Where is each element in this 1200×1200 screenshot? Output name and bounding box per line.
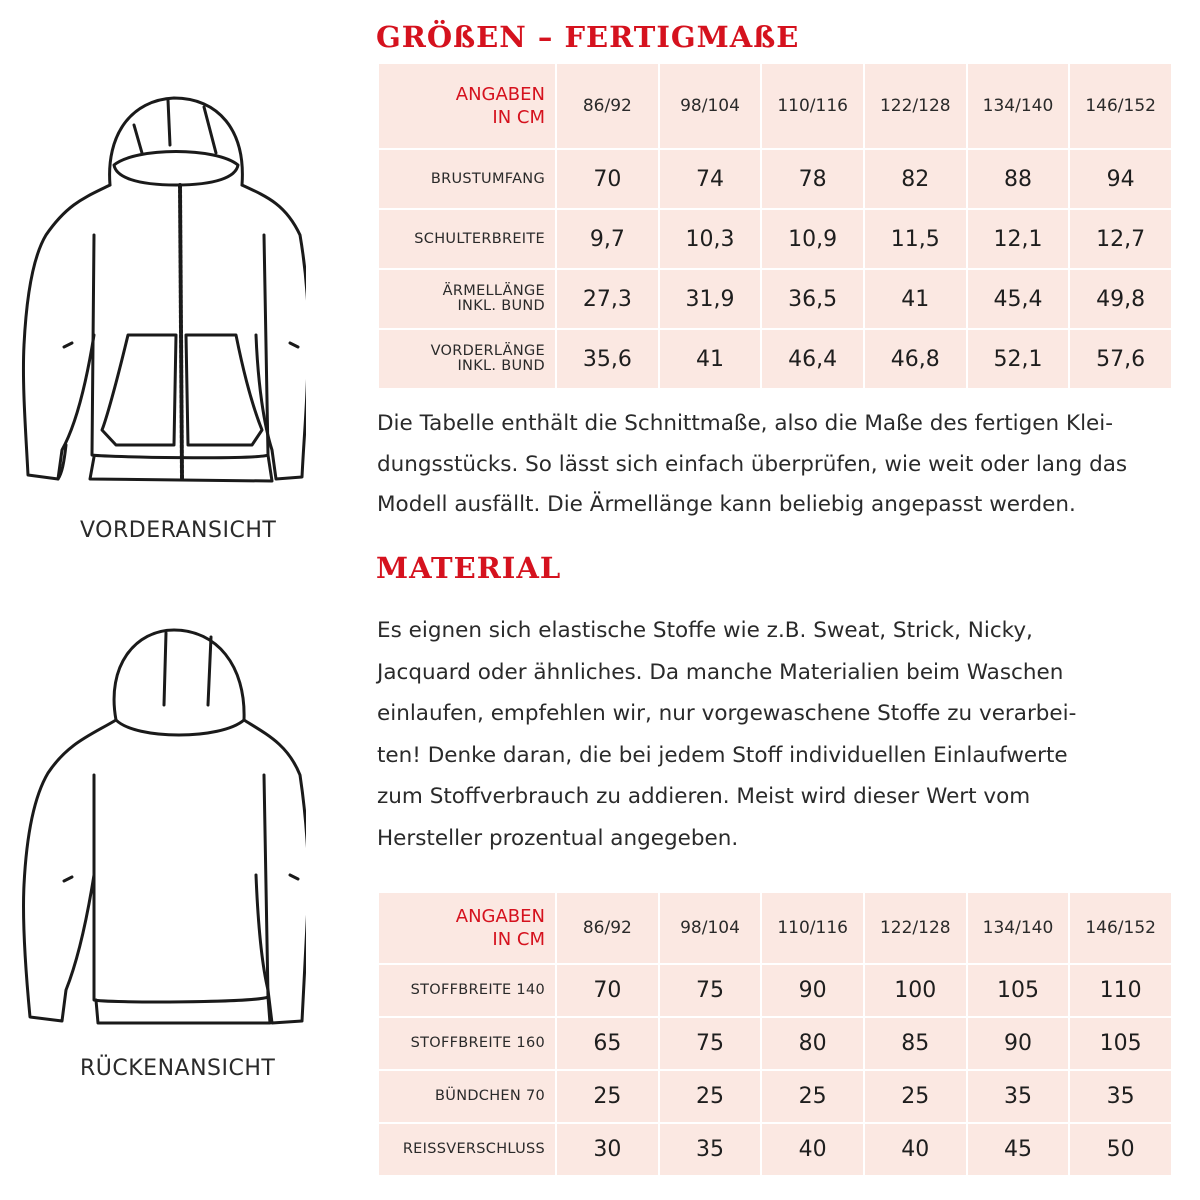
size-column-header: 98/104 xyxy=(659,63,762,149)
row-label: STOFFBREITE 140 xyxy=(378,964,556,1017)
size-column-header: 122/128 xyxy=(864,63,967,149)
table-cell: 110 xyxy=(1069,964,1172,1017)
table-row xyxy=(378,964,1172,1017)
table-cell: 90 xyxy=(761,964,864,1017)
sizes-heading: GRÖßEN – FERTIGMAßE xyxy=(376,20,800,54)
front-view-caption: VORDERANSICHT xyxy=(80,518,277,543)
table-row xyxy=(378,1123,1172,1176)
table-cell: 40 xyxy=(761,1123,864,1176)
table-row xyxy=(378,1017,1172,1070)
table-cell: 31,9 xyxy=(659,269,762,329)
table-cell: 45,4 xyxy=(967,269,1070,329)
table-cell: 80 xyxy=(761,1017,864,1070)
size-column-header: 134/140 xyxy=(967,892,1070,964)
table-cell: 10,9 xyxy=(761,209,864,269)
table-cell: 35,6 xyxy=(556,329,659,389)
table-cell: 9,7 xyxy=(556,209,659,269)
table-cell: 75 xyxy=(659,1017,762,1070)
sizes-table xyxy=(377,62,1173,390)
table-cell: 85 xyxy=(864,1017,967,1070)
size-column-header: 86/92 xyxy=(556,63,659,149)
table-cell: 70 xyxy=(556,149,659,209)
material-description: Es eignen sich elastische Stoffe wie z.B. Sweat, Strick, Nicky, Jacquard oder ähnliches. Da manche Materialien beim Waschen einlaufen, empfehlen wir, nur vorgewaschene Stoffe zu verarbei- ten! Denke daran, die bei jedem Stoff individuellen Einlaufwerte zum Stoffverbrauch zu addieren. Meist wird dieser Wert vom Hersteller prozentual angegeben. xyxy=(377,618,1077,851)
table-cell: 94 xyxy=(1069,149,1172,209)
size-column-header: 146/152 xyxy=(1069,63,1172,149)
table-cell: 25 xyxy=(556,1070,659,1123)
table-cell: 105 xyxy=(967,964,1070,1017)
table-cell: 36,5 xyxy=(761,269,864,329)
table-cell: 27,3 xyxy=(556,269,659,329)
table-row xyxy=(378,269,1172,329)
row-label: BÜNDCHEN 70 xyxy=(378,1070,556,1123)
size-column-header: 146/152 xyxy=(1069,892,1172,964)
row-label: REISSVERSCHLUSS xyxy=(378,1123,556,1176)
table-cell: 65 xyxy=(556,1017,659,1070)
material-heading: MATERIAL xyxy=(376,551,562,585)
table-cell: 82 xyxy=(864,149,967,209)
row-label: SCHULTERBREITE xyxy=(378,209,556,269)
row-label: BRUSTUMFANG xyxy=(378,149,556,209)
table-cell: 46,4 xyxy=(761,329,864,389)
table-cell: 30 xyxy=(556,1123,659,1176)
sizes-description: Die Tabelle enthält die Schnittmaße, also die Maße des fertigen Klei- dungsstücks. So lässt sich einfach überprüfen, wie weit oder lang das Modell ausfällt. Die Ärmellänge kann beliebig angepasst werden. xyxy=(377,411,1128,517)
table-row xyxy=(378,329,1172,389)
table-cell: 12,1 xyxy=(967,209,1070,269)
table-cell: 75 xyxy=(659,964,762,1017)
table-cell: 50 xyxy=(1069,1123,1172,1176)
back-view-caption: RÜCKENANSICHT xyxy=(80,1056,276,1081)
table-cell: 74 xyxy=(659,149,762,209)
size-column-header: 134/140 xyxy=(967,63,1070,149)
table-cell: 45 xyxy=(967,1123,1070,1176)
table-cell: 12,7 xyxy=(1069,209,1172,269)
table-cell: 46,8 xyxy=(864,329,967,389)
hoodie-back-sketch xyxy=(6,625,306,1040)
table-header-label: ANGABEN IN CM xyxy=(378,892,556,964)
table-cell: 105 xyxy=(1069,1017,1172,1070)
row-label: ÄRMELLÄNGE INKL. BUND xyxy=(378,269,556,329)
size-column-header: 110/116 xyxy=(761,63,864,149)
table-cell: 25 xyxy=(864,1070,967,1123)
size-column-header: 86/92 xyxy=(556,892,659,964)
fabric-requirements-table xyxy=(377,891,1173,1177)
table-cell: 70 xyxy=(556,964,659,1017)
size-column-header: 122/128 xyxy=(864,892,967,964)
table-header-label: ANGABEN IN CM xyxy=(378,63,556,149)
table-row xyxy=(378,149,1172,209)
sizes-table-header-row xyxy=(378,63,1172,149)
table-row xyxy=(378,209,1172,269)
size-column-header: 110/116 xyxy=(761,892,864,964)
fabric-table-header-row xyxy=(378,892,1172,964)
table-cell: 35 xyxy=(1069,1070,1172,1123)
table-cell: 41 xyxy=(659,329,762,389)
table-cell: 40 xyxy=(864,1123,967,1176)
hoodie-front-sketch xyxy=(6,85,306,495)
row-label: STOFFBREITE 160 xyxy=(378,1017,556,1070)
table-cell: 10,3 xyxy=(659,209,762,269)
table-cell: 35 xyxy=(967,1070,1070,1123)
table-cell: 100 xyxy=(864,964,967,1017)
table-cell: 88 xyxy=(967,149,1070,209)
table-cell: 90 xyxy=(967,1017,1070,1070)
table-cell: 35 xyxy=(659,1123,762,1176)
table-cell: 11,5 xyxy=(864,209,967,269)
table-cell: 49,8 xyxy=(1069,269,1172,329)
table-cell: 78 xyxy=(761,149,864,209)
table-cell: 41 xyxy=(864,269,967,329)
table-cell: 57,6 xyxy=(1069,329,1172,389)
table-cell: 52,1 xyxy=(967,329,1070,389)
size-column-header: 98/104 xyxy=(659,892,762,964)
row-label: VORDERLÄNGE INKL. BUND xyxy=(378,329,556,389)
table-cell: 25 xyxy=(761,1070,864,1123)
table-row xyxy=(378,1070,1172,1123)
table-cell: 25 xyxy=(659,1070,762,1123)
